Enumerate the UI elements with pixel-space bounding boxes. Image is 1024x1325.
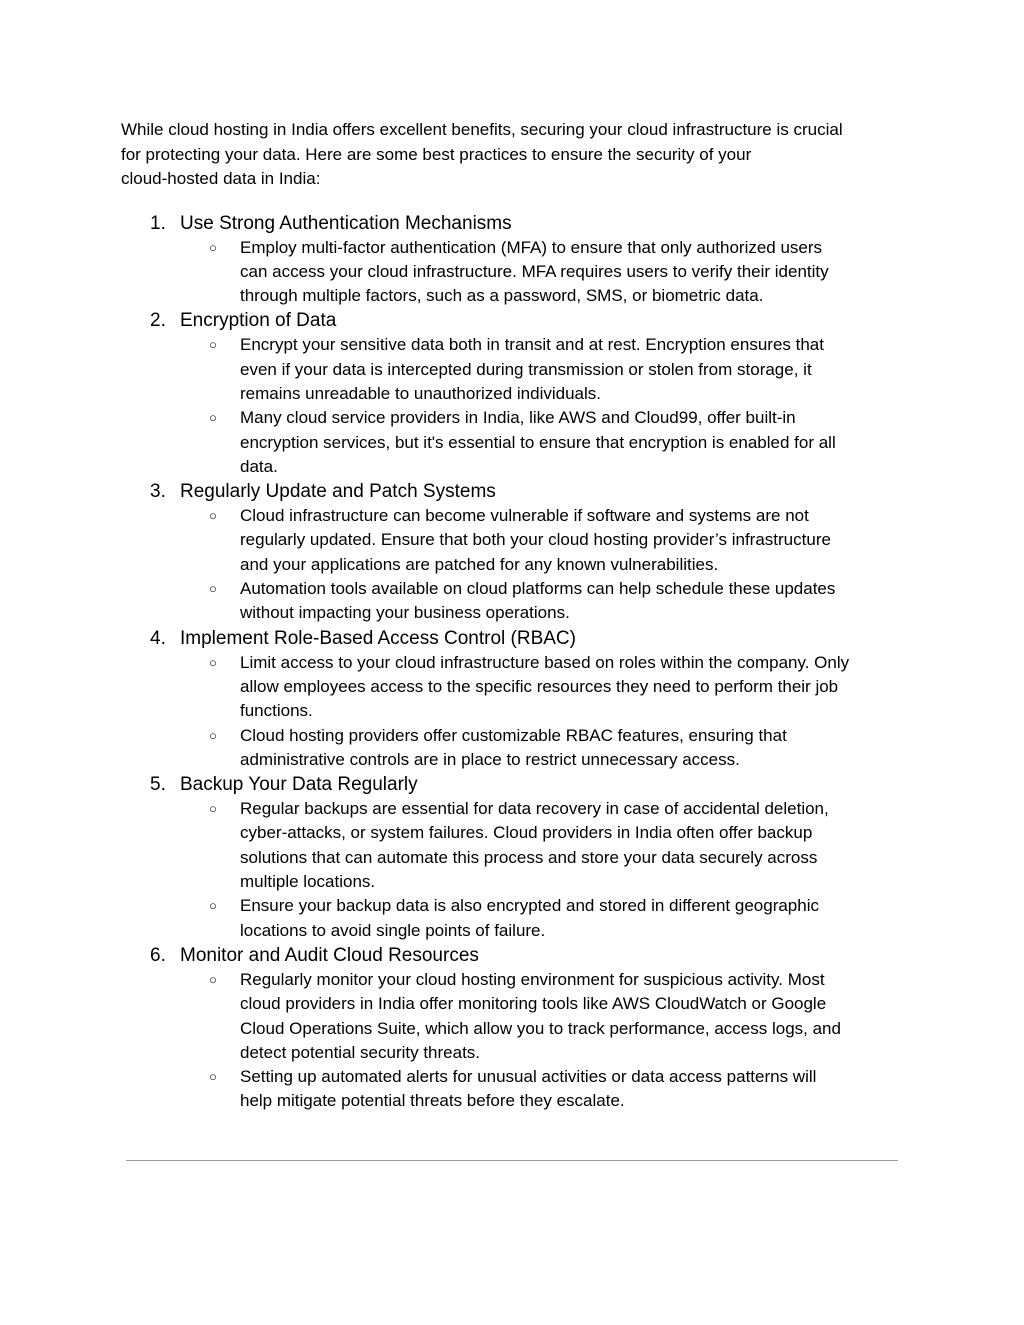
sub-bullet bbox=[180, 504, 911, 577]
sub-bullet-line: solutions that can automate this process and store your data securely across bbox=[240, 847, 818, 867]
sub-bullet-line: can access your cloud infrastructure. MFA requires users to verify their identity bbox=[240, 261, 829, 281]
list-item-number: 5. bbox=[150, 774, 166, 796]
sub-bullet-text bbox=[240, 333, 911, 406]
list-item-number: 3. bbox=[150, 481, 166, 503]
sub-bullet-line: locations to avoid single points of failure. bbox=[240, 920, 546, 940]
hollow-circle-bullet-icon: ○ bbox=[209, 337, 217, 353]
list-item-title: Implement Role-Based Access Control (RBAC) bbox=[180, 627, 576, 649]
hollow-circle-bullet-icon: ○ bbox=[209, 239, 217, 255]
sub-bullet-line: Many cloud service providers in India, like AWS and Cloud99, offer built-in bbox=[240, 408, 796, 428]
sub-bullet-line: encryption services, but it's essential to ensure that encryption is enabled for all bbox=[240, 432, 836, 452]
list-item bbox=[121, 626, 911, 772]
list-item-title: Regularly Update and Patch Systems bbox=[180, 481, 496, 503]
sub-bullet-text bbox=[240, 797, 911, 894]
list-item bbox=[121, 211, 911, 309]
sub-bullet-line: help mitigate potential threats before they escalate. bbox=[240, 1091, 625, 1111]
list-item-title: Use Strong Authentication Mechanisms bbox=[180, 212, 512, 234]
sub-bullet-line: detect potential security threats. bbox=[240, 1042, 481, 1062]
list-item-number: 2. bbox=[150, 310, 166, 332]
sub-bullet-line: multiple locations. bbox=[240, 872, 376, 892]
sub-bullet-line: functions. bbox=[240, 701, 313, 721]
sub-bullet-line: Regularly monitor your cloud hosting environment for suspicious activity. Most bbox=[240, 969, 825, 989]
sub-bullet-line: administrative controls are in place to restrict unnecessary access. bbox=[240, 749, 740, 769]
hollow-circle-bullet-icon: ○ bbox=[209, 654, 217, 670]
sub-bullet-line: remains unreadable to unauthorized individuals. bbox=[240, 383, 602, 403]
sub-bullet-line: through multiple factors, such as a password, SMS, or biometric data. bbox=[240, 286, 764, 306]
sub-bullet-line: and your applications are patched for any known vulnerabilities. bbox=[240, 554, 719, 574]
hollow-circle-bullet-icon: ○ bbox=[209, 801, 217, 817]
sub-bullet-line: cyber-attacks, or system failures. Cloud providers in India often offer backup bbox=[240, 823, 813, 843]
hollow-circle-bullet-icon: ○ bbox=[209, 410, 217, 426]
sub-bullet bbox=[180, 577, 911, 626]
sub-bullet bbox=[180, 1065, 911, 1114]
intro-line: cloud-hosted data in India: bbox=[121, 169, 321, 188]
horizontal-divider bbox=[126, 1160, 898, 1161]
sub-bullet-line: Cloud hosting providers offer customizable RBAC features, ensuring that bbox=[240, 725, 787, 745]
list-item-title: Backup Your Data Regularly bbox=[180, 774, 418, 796]
sub-bullet-line: Regular backups are essential for data recovery in case of accidental deletion, bbox=[240, 799, 829, 819]
list-item-number: 6. bbox=[150, 944, 166, 966]
sub-bullet-line: cloud providers in India offer monitoring tools like AWS CloudWatch or Google bbox=[240, 994, 827, 1014]
list-item-number: 4. bbox=[150, 627, 166, 649]
intro-paragraph bbox=[121, 118, 911, 192]
hollow-circle-bullet-icon: ○ bbox=[209, 508, 217, 524]
sub-bullet bbox=[180, 968, 911, 1065]
sub-bullet-line: Cloud Operations Suite, which allow you to track performance, access logs, and bbox=[240, 1018, 841, 1038]
sub-bullet bbox=[180, 651, 911, 724]
hollow-circle-bullet-icon: ○ bbox=[209, 971, 217, 987]
sub-bullet-line: even if your data is intercepted during transmission or stolen from storage, it bbox=[240, 359, 812, 379]
sub-bullet-text bbox=[240, 504, 911, 577]
list-item bbox=[121, 772, 911, 943]
sub-bullet-text bbox=[240, 236, 911, 309]
sub-bullet-line: without impacting your business operations. bbox=[240, 603, 570, 623]
hollow-circle-bullet-icon: ○ bbox=[209, 581, 217, 597]
sub-bullet-text bbox=[240, 406, 911, 479]
sub-bullet bbox=[180, 333, 911, 406]
sub-bullet-text bbox=[240, 894, 911, 943]
list-item bbox=[121, 308, 911, 479]
sub-bullet-line: Setting up automated alerts for unusual activities or data access patterns will bbox=[240, 1067, 817, 1087]
sub-bullet bbox=[180, 894, 911, 943]
sub-bullet bbox=[180, 724, 911, 773]
sub-bullet-line: Ensure your backup data is also encrypted and stored in different geographic bbox=[240, 896, 819, 916]
intro-line: for protecting your data. Here are some best practices to ensure the security of your bbox=[121, 144, 752, 164]
sub-bullet-line: allow employees access to the specific resources they need to perform their job bbox=[240, 676, 839, 696]
list-item bbox=[121, 943, 911, 1114]
list-item bbox=[121, 479, 911, 625]
sub-bullet-line: Cloud infrastructure can become vulnerable if software and systems are not bbox=[240, 506, 809, 526]
hollow-circle-bullet-icon: ○ bbox=[209, 727, 217, 743]
intro-line: While cloud hosting in India offers excellent benefits, securing your cloud infrastructure is crucial bbox=[121, 120, 843, 139]
list-item-title: Encryption of Data bbox=[180, 310, 337, 332]
sub-bullet bbox=[180, 797, 911, 894]
sub-bullet-text bbox=[240, 1065, 911, 1114]
document-page bbox=[121, 118, 911, 1114]
sub-bullet bbox=[180, 406, 911, 479]
sub-bullet-line: regularly updated. Ensure that both your cloud hosting provider’s infrastructure bbox=[240, 530, 831, 550]
list-item-title: Monitor and Audit Cloud Resources bbox=[180, 944, 479, 966]
hollow-circle-bullet-icon: ○ bbox=[209, 1069, 217, 1085]
list-item-number: 1. bbox=[150, 212, 166, 234]
sub-bullet-text bbox=[240, 968, 911, 1065]
sub-bullet-line: Automation tools available on cloud platforms can help schedule these updates bbox=[240, 579, 836, 599]
sub-bullet-text bbox=[240, 651, 911, 724]
sub-bullet-text bbox=[240, 724, 911, 773]
sub-bullet-line: Encrypt your sensitive data both in transit and at rest. Encryption ensures that bbox=[240, 335, 824, 355]
sub-bullet-line: data. bbox=[240, 456, 278, 476]
sub-bullet-text bbox=[240, 577, 911, 626]
sub-bullet-line: Employ multi-factor authentication (MFA) to ensure that only authorized users bbox=[240, 237, 823, 257]
hollow-circle-bullet-icon: ○ bbox=[209, 898, 217, 914]
sub-bullet bbox=[180, 236, 911, 309]
sub-bullet-line: Limit access to your cloud infrastructure based on roles within the company. Only bbox=[240, 652, 850, 672]
best-practices-list bbox=[121, 211, 911, 1114]
